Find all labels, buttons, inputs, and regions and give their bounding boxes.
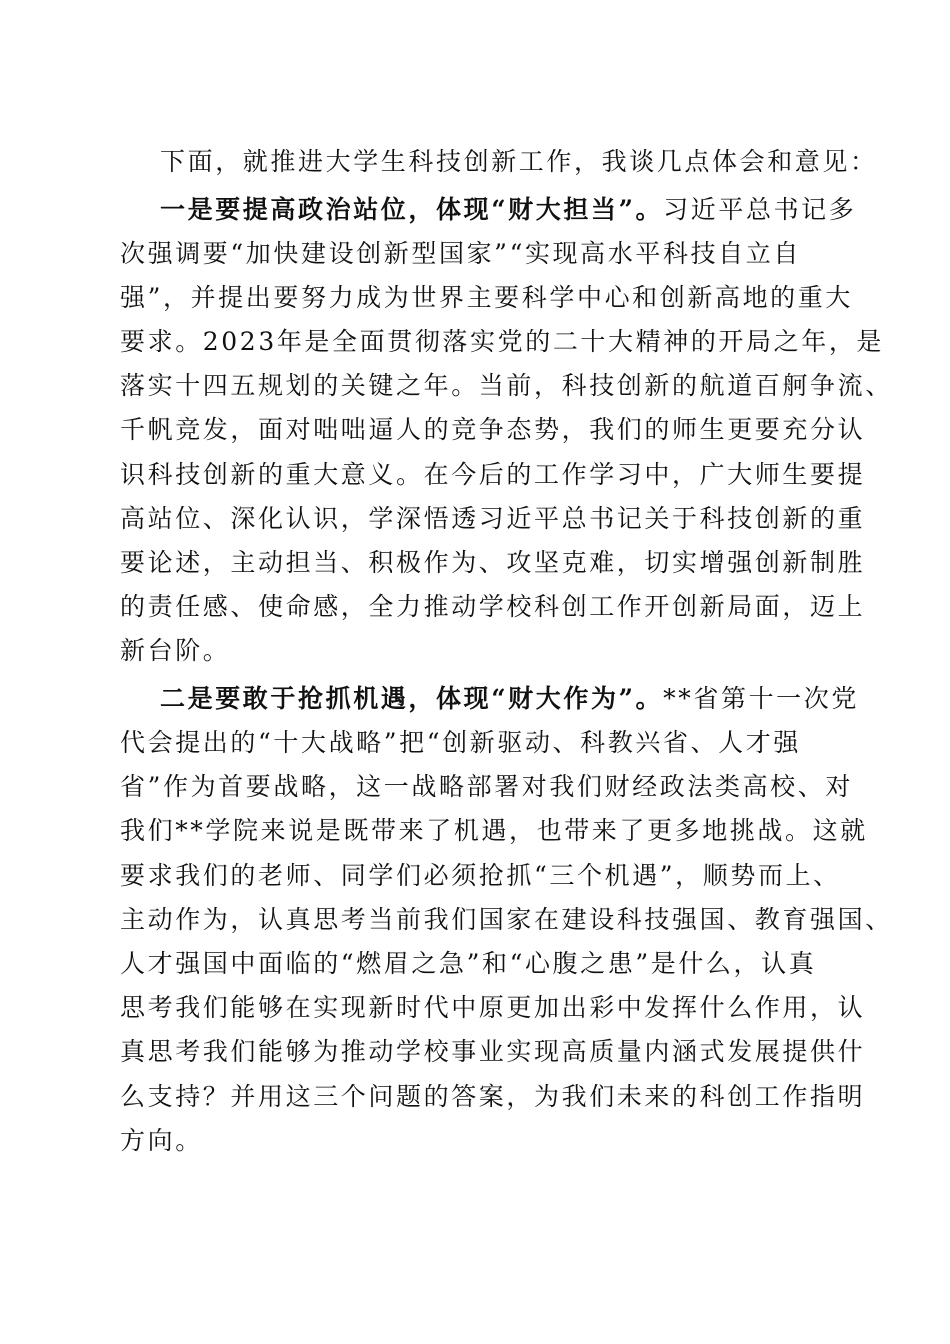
section2-line: 人才强国中面临的“燃眉之急”和“心腹之患”是什么，认真 xyxy=(120,949,817,978)
section1-line: 千帆竞发，面对咄咄逼人的竞争态势，我们的师生更要充分认 xyxy=(120,415,866,444)
section2-line: 主动作为，认真思考当前我们国家在建设科技强国、教育强国、 xyxy=(120,905,893,934)
section1-line: 的责任感、使命感，全力推动学校科创工作开创新局面，迈上 xyxy=(120,592,866,621)
section1-line: 要论述，主动担当、积极作为、攻坚克难，切实增强创新制胜 xyxy=(120,548,866,577)
section2-line: 要求我们的老师、同学们必须抢抓“三个机遇”，顺势而上、 xyxy=(120,861,841,890)
section1-line: 落实十四五规划的关键之年。当前，科技创新的航道百舸争流、 xyxy=(120,371,893,400)
section2-line: 思考我们能够在实现新时代中原更加出彩中发挥什么作用，认 xyxy=(120,993,866,1022)
section1-line: 强”，并提出要努力成为世界主要科学中心和创新高地的重大 xyxy=(120,283,853,312)
section2-line: **省第十一次党 xyxy=(663,684,859,713)
section2-line: 省”作为首要战略，这一战略部署对我们财经政法类高校、对 xyxy=(120,772,853,801)
section1-line: 要求。2023年是全面贯彻落实党的二十大精神的开局之年，是 xyxy=(120,327,885,356)
section1-line: 次强调要“加快建设创新型国家”“实现高水平科技自立自 xyxy=(120,239,801,268)
section1-line: 高站位、深化认识，学深悟透习近平总书记关于科技创新的重 xyxy=(120,504,866,533)
section2-line: 真思考我们能够为推动学校事业实现高质量内涵式发展提供什 xyxy=(120,1037,866,1066)
section2-heading: 二是要敢于抢抓机遇，体现“财大作为”。 xyxy=(160,684,664,713)
section2-line: 代会提出的“十大战略”把“创新驱动、科教兴省、人才强 xyxy=(120,728,801,757)
section1-heading: 一是要提高政治站位，体现“财大担当”。 xyxy=(160,195,664,224)
intro-paragraph: 下面，就推进大学生科技创新工作，我谈几点体会和意见： xyxy=(160,147,878,176)
section2-line: 方向。 xyxy=(120,1126,203,1155)
section2-line: 我们**学院来说是既带来了机遇，也带来了更多地挑战。这就 xyxy=(120,816,868,845)
section1-first-line xyxy=(160,193,856,227)
section1-line: 习近平总书记多 xyxy=(663,195,857,224)
section2-line: 么支持？并用这三个问题的答案，为我们未来的科创工作指明 xyxy=(120,1082,866,1111)
section2-first-line xyxy=(160,682,859,716)
section1-line: 新台阶。 xyxy=(120,636,231,665)
section1-line: 识科技创新的重大意义。在今后的工作学习中，广大师生要提 xyxy=(120,460,866,489)
